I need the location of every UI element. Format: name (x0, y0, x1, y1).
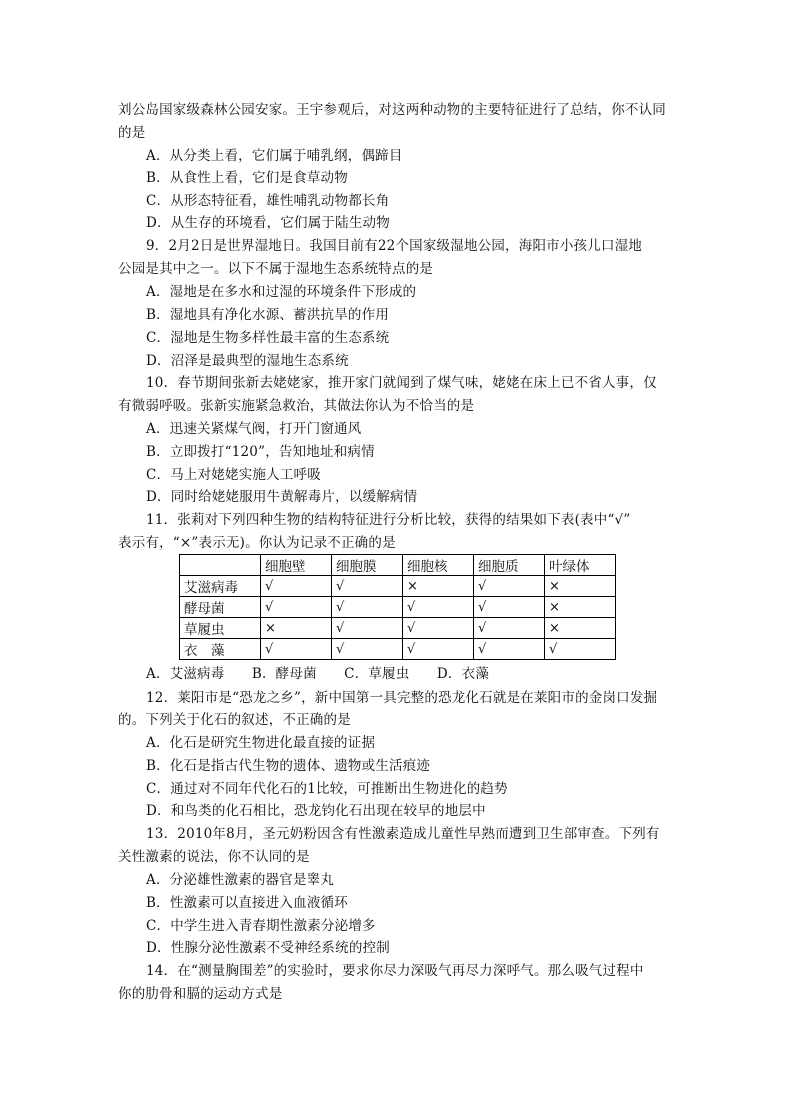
question-14: 14．在“测量胸围差”的实验时，要求你尽力深吸气再尽力深呼气。那么吸气过程中 (146, 963, 644, 979)
table-cell: √ (545, 639, 616, 660)
question-11: 11．张莉对下列四种生物的结构特征进行分析比较，获得的结果如下表(表中“√” (146, 512, 631, 528)
table-header-cell: 细胞核 (403, 555, 474, 576)
table-cell: × (545, 618, 616, 639)
table-cell: √ (261, 597, 332, 618)
comparison-table (179, 554, 616, 660)
text-line: 表示有，“×”表示无)。你认为记录不正确的是 (118, 535, 396, 551)
option-d: D．从生存的环境看，它们属于陆生动物 (146, 215, 390, 231)
table-cell: √ (474, 576, 545, 597)
table-cell: √ (403, 597, 474, 618)
table-row (180, 639, 616, 660)
text-line: 关性激素的说法，你不认同的是 (118, 849, 310, 865)
text-line: 你的肋骨和膈的运动方式是 (118, 986, 283, 1002)
table-cell: × (261, 618, 332, 639)
table-cell: √ (332, 597, 403, 618)
table-cell: 酵母菌 (180, 597, 261, 618)
text-line: 公园是其中之一。以下不属于湿地生态系统特点的是 (118, 261, 434, 277)
question-10: 10．春节期间张新去姥姥家，推开家门就闻到了煤气味，姥姥在床上已不省人事，仅 (146, 375, 657, 391)
option-c: C．从形态特征看，雄性哺乳动物都长角 (146, 193, 390, 209)
table-cell: √ (261, 639, 332, 660)
table-cell: √ (332, 618, 403, 639)
table-cell: 艾滋病毒 (180, 576, 261, 597)
option-a: A．迅速关紧煤气阀，打开门窗通风 (146, 421, 362, 437)
option-a: A．分泌雄性激素的器官是睾丸 (146, 872, 335, 888)
table-cell: √ (474, 639, 545, 660)
option-b: B．性激素可以直接进入血液循环 (146, 895, 348, 911)
option-b: B．化石是指古代生物的遗体、遗物或生活痕迹 (146, 758, 431, 774)
table-header-row (180, 555, 616, 576)
question-13: 13．2010年8月，圣元奶粉因含有性激素造成儿童性早熟而遭到卫生部审查。下列有 (146, 826, 660, 842)
table-cell: √ (474, 618, 545, 639)
table-row (180, 576, 616, 597)
text-line: 的。下列关于化石的叙述，不正确的是 (118, 712, 351, 728)
option-b: B．立即拨打“120”，告知地址和病情 (146, 444, 375, 460)
table-row (180, 597, 616, 618)
table-header-cell: 叶绿体 (545, 555, 616, 576)
option-a: A．化石是研究生物进化最直接的证据 (146, 735, 376, 751)
option-c: C．湿地是生物多样性最丰富的生态系统 (146, 330, 390, 346)
text-line: 有微弱呼吸。张新实施紧急救治，其做法你认为不恰当的是 (118, 398, 475, 414)
table-cell: × (403, 576, 474, 597)
table-header-cell: 细胞质 (474, 555, 545, 576)
option-c: C．中学生进入青春期性激素分泌增多 (146, 918, 376, 934)
option-d: D．沼泽是最典型的湿地生态系统 (146, 353, 349, 369)
option-d: D．性腺分泌性激素不受神经系统的控制 (146, 940, 390, 956)
table-cell: × (545, 597, 616, 618)
option-b: B．从食性上看，它们是食草动物 (146, 170, 348, 186)
table-header-cell: 细胞壁 (261, 555, 332, 576)
table-header-cell (180, 555, 261, 576)
table-cell: √ (332, 639, 403, 660)
option-b: B．湿地具有净化水源、蓄洪抗旱的作用 (146, 307, 390, 323)
table-cell: √ (261, 576, 332, 597)
text-line: 刘公岛国家级森林公园安家。王宇参观后，对这两种动物的主要特征进行了总结，你不认同 (118, 102, 666, 118)
option-c: C．通过对不同年代化石的1比较，可推断出生物进化的趋势 (146, 781, 508, 797)
table-header-cell: 细胞膜 (332, 555, 403, 576)
option-a: A．湿地是在多水和过湿的环境条件下形成的 (146, 284, 417, 300)
table-cell: √ (403, 618, 474, 639)
table-cell: √ (403, 639, 474, 660)
table-row (180, 618, 616, 639)
table-cell: 衣 藻 (180, 639, 261, 660)
text-line: 的是 (118, 125, 146, 141)
option-d: D．同时给姥姥服用牛黄解毒片，以缓解病情 (146, 489, 418, 505)
table-cell: √ (474, 597, 545, 618)
table-cell: × (545, 576, 616, 597)
table-cell: 草履虫 (180, 618, 261, 639)
question-12: 12．莱阳市是“恐龙之乡”，新中国第一具完整的恐龙化石就是在莱阳市的金岗口发掘 (146, 690, 658, 706)
option-c: C．马上对姥姥实施人工呼吸 (146, 467, 321, 483)
option-a: A．从分类上看，它们属于哺乳纲，偶蹄目 (146, 148, 403, 164)
question-11-options: A．艾滋病毒 B．酵母菌 C．草履虫 D．衣藻 (146, 666, 490, 682)
question-9: 9．2月2日是世界湿地日。我国目前有22个国家级湿地公园，海阳市小孩儿口湿地 (146, 238, 643, 254)
table-cell: √ (332, 576, 403, 597)
option-d: D．和鸟类的化石相比，恐龙钧化石出现在较早的地层中 (146, 803, 486, 819)
